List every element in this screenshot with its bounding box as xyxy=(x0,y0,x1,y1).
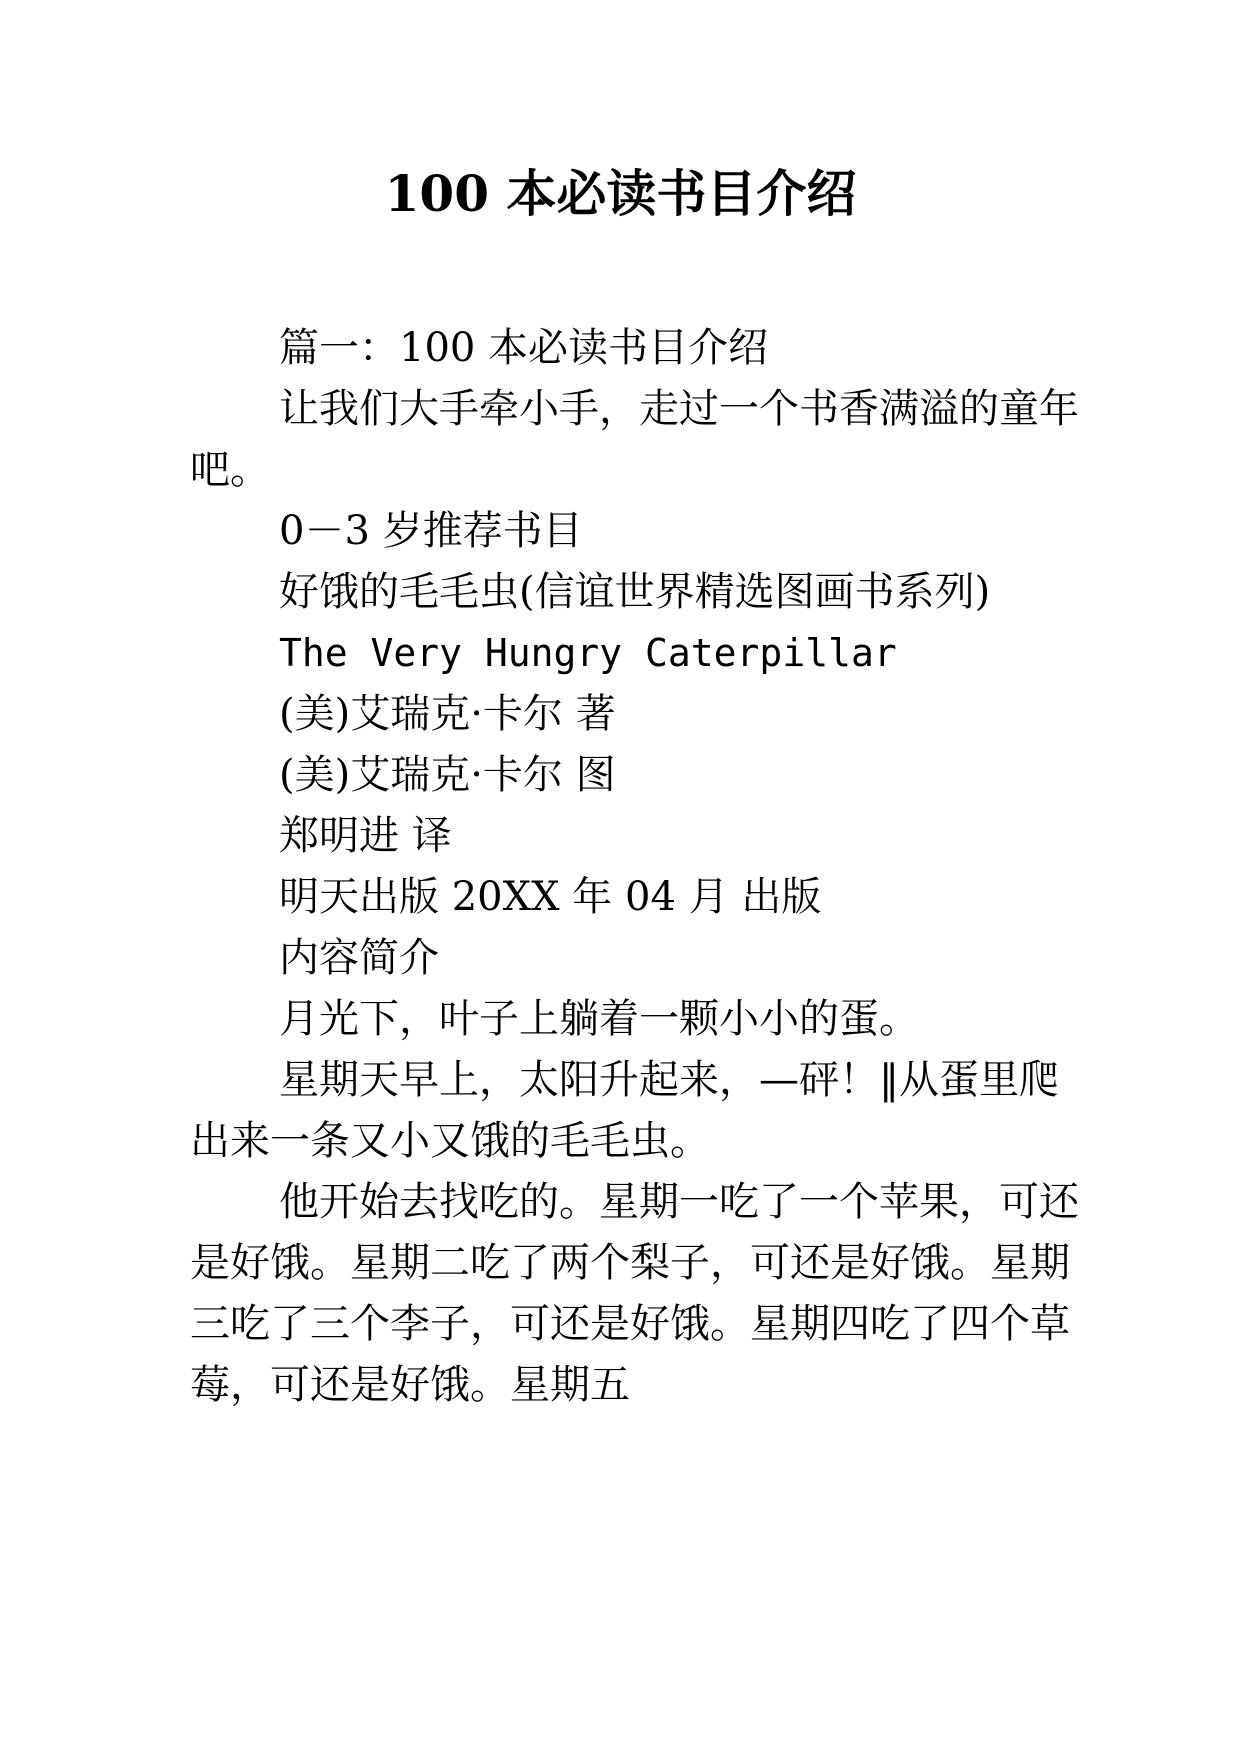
summary-heading: 内容简介 xyxy=(279,935,439,981)
book-publisher: 明天出版 20XX 年 04 月 出版 xyxy=(279,874,822,920)
section-heading: 篇一：100 本必读书目介绍 xyxy=(279,325,769,371)
body-paragraph: 让我们大手牵小手，走过一个书香满溢的童年吧。 xyxy=(190,386,1079,493)
book-translator: 郑明进 译 xyxy=(279,813,452,859)
summary-paragraph: 他开始去找吃的。星期一吃了一个苹果，可还是好饿。星期二吃了两个梨子，可还是好饿。星期三吃了三个李子，可还是好饿。星期四吃了四个草莓，可还是好饿。星期五 xyxy=(190,1179,1079,1408)
summary-paragraph: 星期天早上，太阳升起来，—砰！‖从蛋里爬出来一条又小又饿的毛毛虫。 xyxy=(190,1057,1059,1164)
book-illustrator: (美)艾瑞克·卡尔 图 xyxy=(279,752,616,798)
summary-paragraph: 月光下，叶子上躺着一颗小小的蛋。 xyxy=(279,996,919,1042)
age-group-heading: 0－3 岁推荐书目 xyxy=(279,508,583,554)
document-title: 100 本必读书目介绍 xyxy=(384,164,857,223)
document-body xyxy=(190,318,1090,1416)
book-title: 好饿的毛毛虫(信谊世界精选图画书系列) xyxy=(279,569,991,615)
book-author: (美)艾瑞克·卡尔 著 xyxy=(279,691,616,737)
book-english-title: The Very Hungry Caterpillar xyxy=(279,631,897,675)
